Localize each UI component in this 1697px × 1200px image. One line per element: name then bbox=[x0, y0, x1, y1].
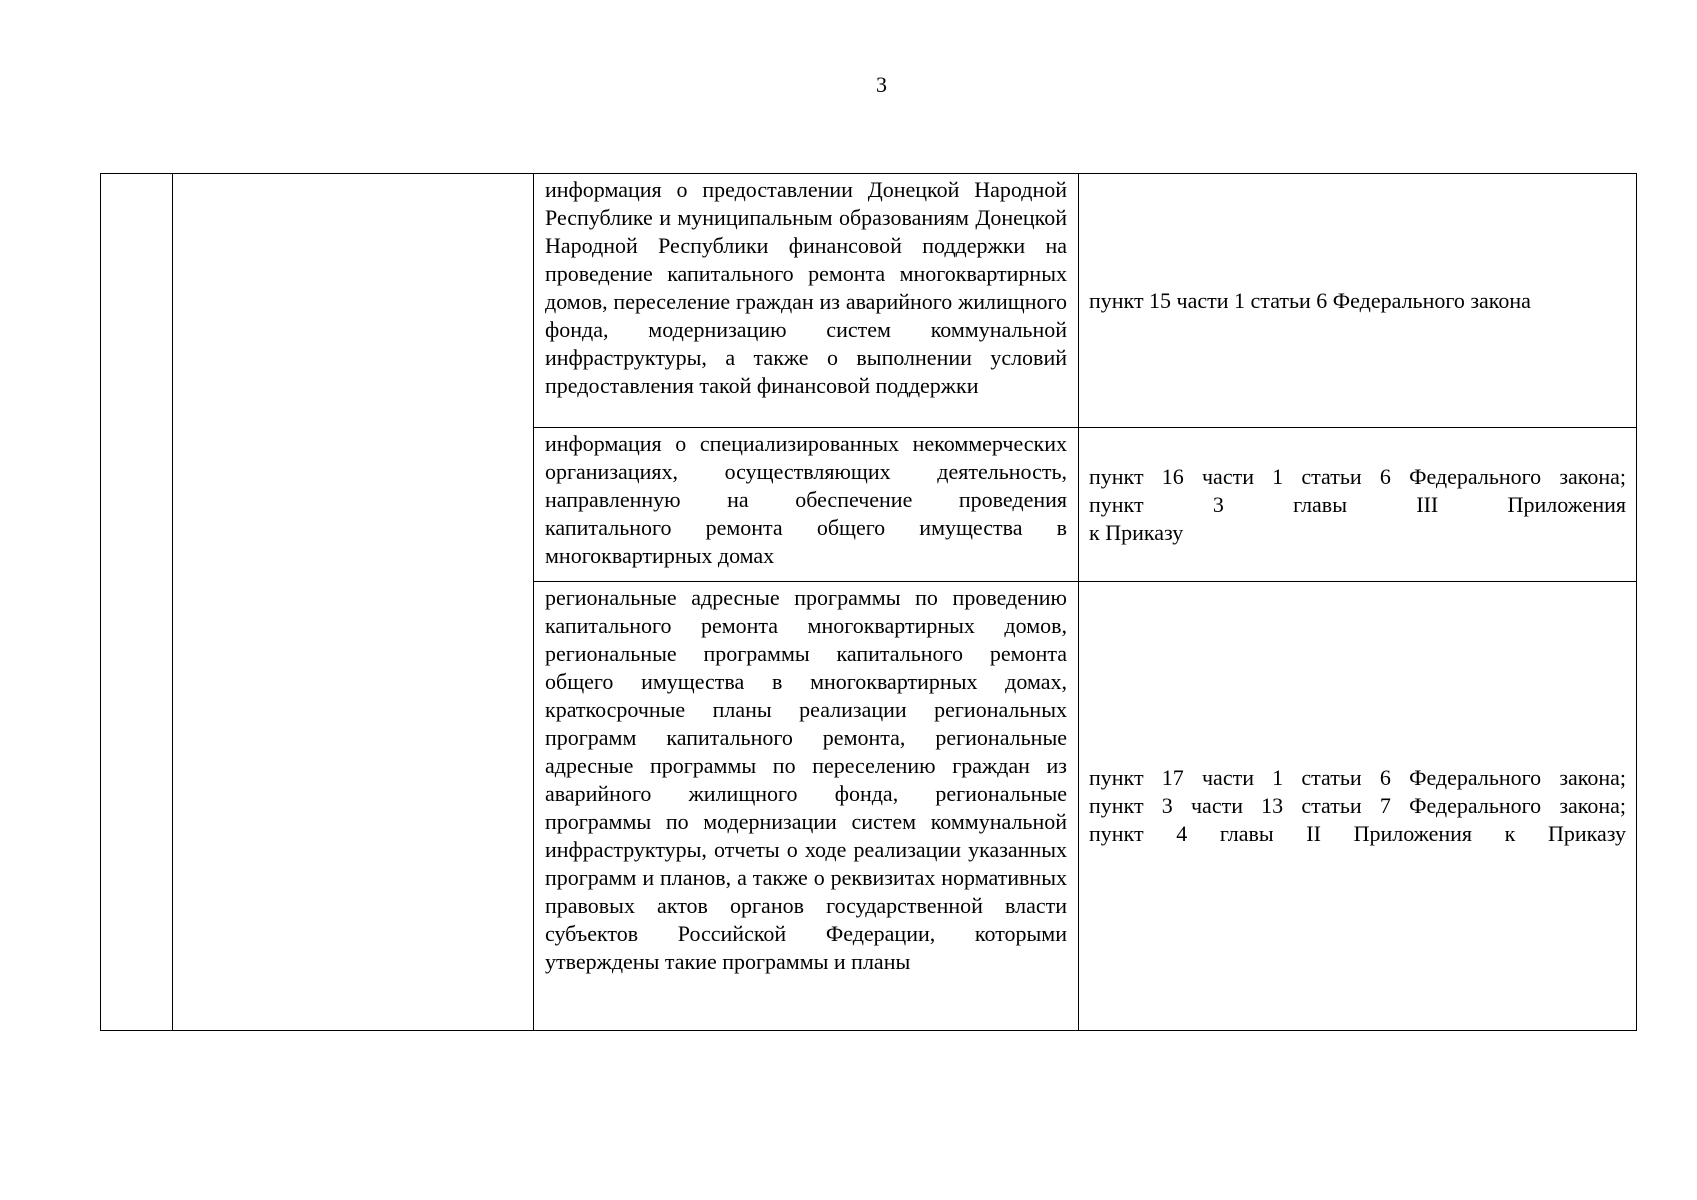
info-cell bbox=[534, 174, 1079, 428]
info-cell bbox=[534, 582, 1079, 1031]
info-text: информация о специализированных некоммерческих организациях, осуществляющих деятельность, направленную на обеспечение проведения капитального ремонта общего имущества в многоквартирных домах bbox=[545, 431, 1067, 568]
basis-cell bbox=[1079, 582, 1637, 1031]
basis-line: пункт 16 части 1 статьи 6 Федерального закона; bbox=[1089, 463, 1626, 489]
basis-line: пункт 3 части 13 статьи 7 Федерального закона; bbox=[1089, 793, 1626, 818]
document-table bbox=[100, 173, 1637, 1031]
name-cell bbox=[173, 174, 534, 1031]
table-row bbox=[101, 174, 1637, 428]
number-cell bbox=[101, 174, 173, 1031]
basis-line: пункт 15 части 1 статьи 6 Федерального закона bbox=[1089, 287, 1531, 313]
info-text: информация о предоставлении Донецкой Народной Республике и муниципальным образованиям Донецкой Народной Республики финансовой поддержки на проведение капитального ремонта многоквартирных домов, переселение граждан из аварийного жилищного фонда, модернизацию систем коммунальной инфраструктуры, а также о выполнении условий предоставления такой финансовой поддержки bbox=[545, 177, 1067, 398]
info-text: региональные адресные программы по проведению капитального ремонта многоквартирных домов, региональные программы капитального ремонта общего имущества в многоквартирных домах, краткосрочные планы реализации региональных программ капитального ремонта, региональные адресные программы по переселению граждан из аварийного жилищного фонда, региональные программы по модернизации систем коммунальной инфраструктуры, отчеты о ходе реализации указанных программ и планов, а также о реквизитах нормативных правовых актов органов государственной власти субъектов Российской Федерации, которыми утверждены такие программы и планы bbox=[545, 585, 1067, 974]
info-cell bbox=[534, 428, 1079, 582]
basis-line: пункт 4 главы II Приложения к Приказу bbox=[1089, 821, 1626, 846]
basis-cell bbox=[1079, 174, 1637, 428]
basis-line: к Приказу bbox=[1089, 519, 1184, 545]
basis-line: пункт 17 части 1 статьи 6 Федерального закона; bbox=[1089, 765, 1626, 790]
basis-cell bbox=[1079, 428, 1637, 582]
basis-line: пункт 3 главы III Приложения bbox=[1089, 491, 1626, 517]
page-number: 3 bbox=[876, 72, 887, 97]
